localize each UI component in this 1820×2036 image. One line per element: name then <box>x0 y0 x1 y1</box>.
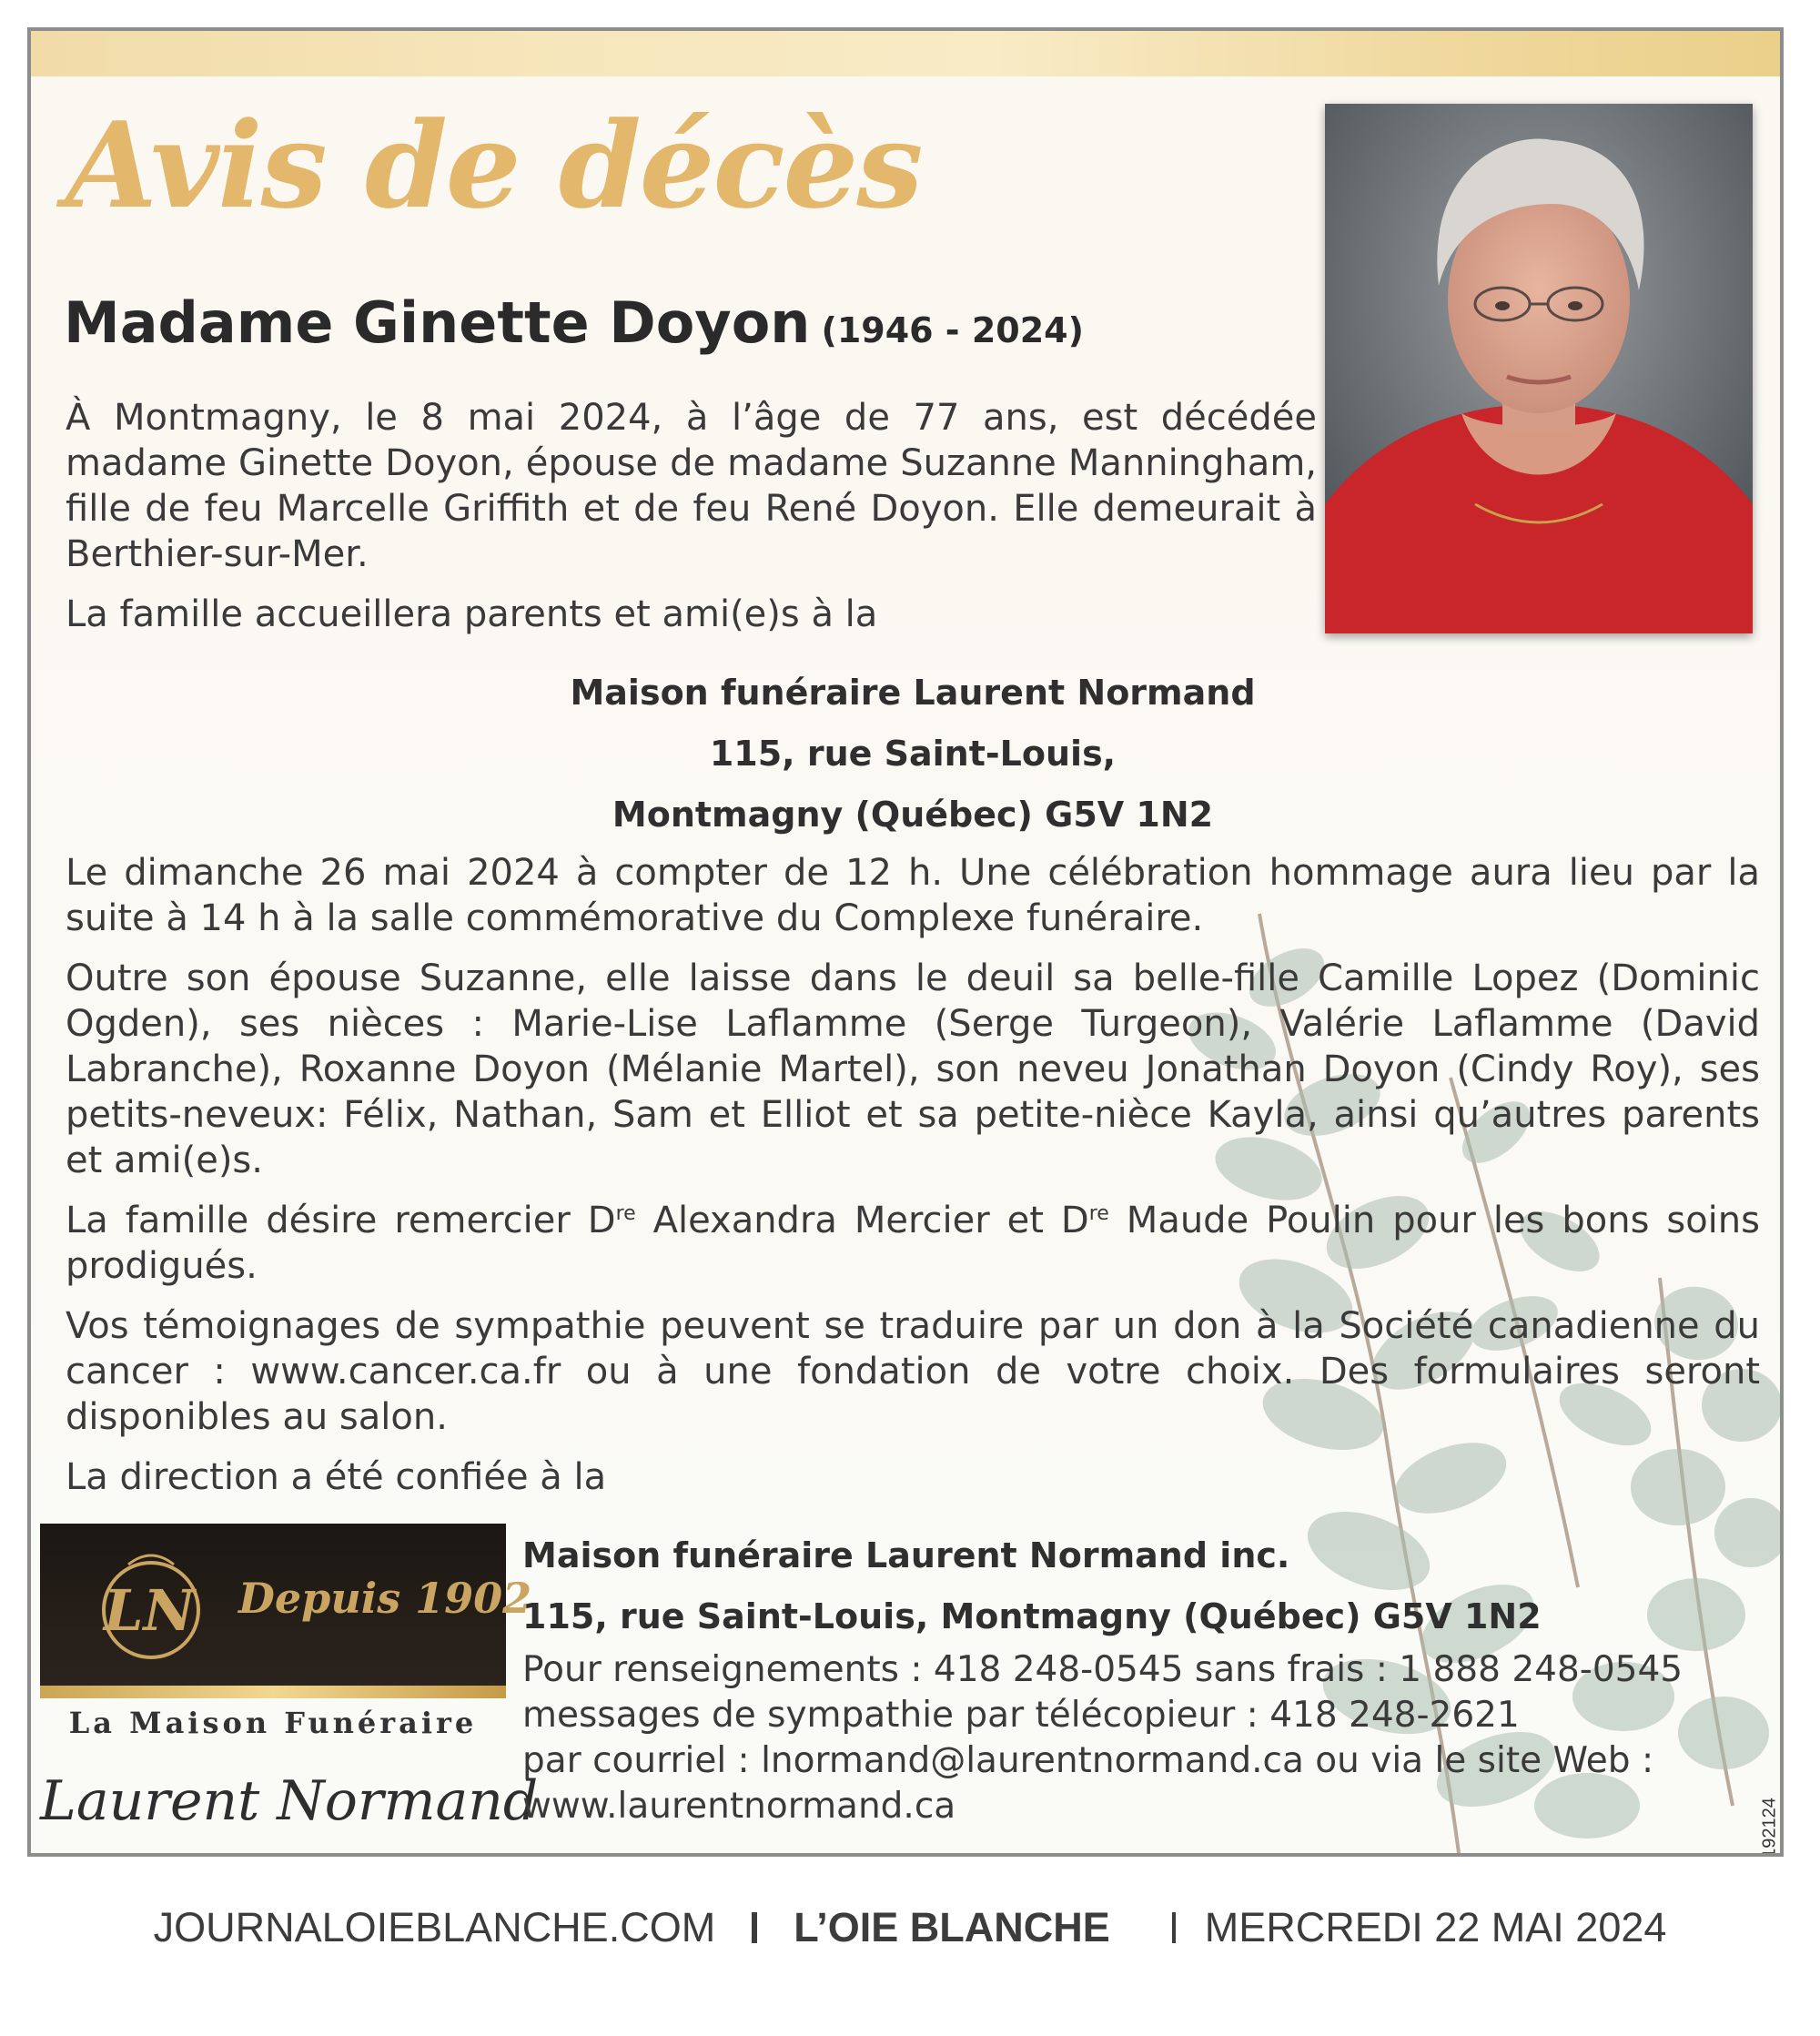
email-info: par courriel : lnormand@laurentnormand.ca ou via le site Web : <box>522 1740 1654 1781</box>
logo-line-laurent-normand: Laurent Normand <box>40 1769 539 1833</box>
ad-reference-code <box>1756 1788 1784 1869</box>
newspaper-footer <box>0 1904 1820 1951</box>
company-name: Maison funéraire Laurent Normand inc. <box>522 1535 1290 1575</box>
footer-site: JOURNALOIEBLANCHE.COM <box>153 1904 716 1950</box>
since-1902-label: Depuis 1902 <box>238 1574 532 1623</box>
obituary-intro <box>66 395 1317 652</box>
venue-street: 115, rue Saint-Louis, <box>709 734 1117 774</box>
visitation-intro: La famille accueillera parents et ami(e)s à la <box>66 593 878 635</box>
company-address: 115, rue Saint-Louis, Montmagny (Québec) G5V 1N2 <box>522 1596 1542 1636</box>
survivors-list: Outre son épouse Suzanne, elle laisse dans le deuil sa belle-fille Camille Lopez (Dominic Ogden), ses nièces : Marie-Lise Laflamme (Serge Turgeon), Valérie Laflamme (David Labranche), Roxanne Doyon (Mélanie Martel), son neveu Jonathan Doyon (Cindy Roy), ses petits-neveux: Félix, Nathan, Sam et Elliot et sa petite-nièce Kayla, ainsi qu’autres parents et ami(e)s. <box>66 957 1760 1181</box>
phone-info: Pour renseignements : 418 248-0545 sans frais : 1 888 248-0545 <box>522 1649 1684 1690</box>
visitation-venue <box>66 663 1760 846</box>
footer-paper-name: L’OIE BLANCHE <box>794 1904 1110 1950</box>
obituary-title: Avis de décès <box>66 96 922 235</box>
venue-city: Montmagny (Québec) G5V 1N2 <box>612 795 1214 835</box>
svg-text:2192124: 2192124 <box>1759 1798 1780 1869</box>
ln-monogram-logo <box>78 1546 215 1665</box>
footer-date: MERCREDI 22 MAI 2024 <box>1204 1904 1667 1950</box>
footer-separator <box>1172 1912 1176 1943</box>
footer-separator <box>752 1912 757 1943</box>
direction-intro: La direction a été confiée à la <box>66 1456 607 1498</box>
gold-header-band <box>31 31 1780 76</box>
visitation-details: Le dimanche 26 mai 2024 à compter de 12 h. Une célébration hommage aura lieu par la suite à 14 h à la salle commémorative du Complexe funéraire. <box>66 852 1760 939</box>
donations-paragraph: Vos témoignages de sympathie peuvent se traduire par un don à la Société canadienne du cancer : www.cancer.ca.fr ou à une fondation de votre choix. Des formulaires seront disponibles au salon. <box>66 1305 1760 1438</box>
deceased-name-line <box>64 289 1084 356</box>
logo-gold-bar <box>40 1686 506 1698</box>
deceased-name: Madame Ginette Doyon <box>64 289 811 356</box>
life-years: (1946 - 2024) <box>821 310 1084 350</box>
obituary-ad <box>27 27 1784 1869</box>
thanks-paragraph: La famille désire remercier Dre Alexandra Mercier et Dre Maude Poulin pour les bons soins prodigués. <box>66 1200 1760 1287</box>
obituary-body <box>66 850 1760 1514</box>
deceased-portrait <box>1325 104 1753 633</box>
funeral-home-contact <box>522 1525 1683 1829</box>
fax-info: messages de sympathie par télécopieur : 418 248-2621 <box>522 1695 1520 1736</box>
website-info[interactable]: www.laurentnormand.ca <box>522 1786 956 1827</box>
logo-line-la-maison: La Maison Funéraire <box>68 1706 478 1740</box>
venue-name: Maison funéraire Laurent Normand <box>570 673 1256 713</box>
svg-text:LN: LN <box>103 1577 196 1644</box>
death-announcement: À Montmagny, le 8 mai 2024, à l’âge de 77 ans, est décédée madame Ginette Doyon, épouse de madame Suzanne Manningham, fille de feu Marcelle Griffith et de feu René Doyon. Elle demeurait à Berthier-sur-Mer. <box>66 397 1317 575</box>
